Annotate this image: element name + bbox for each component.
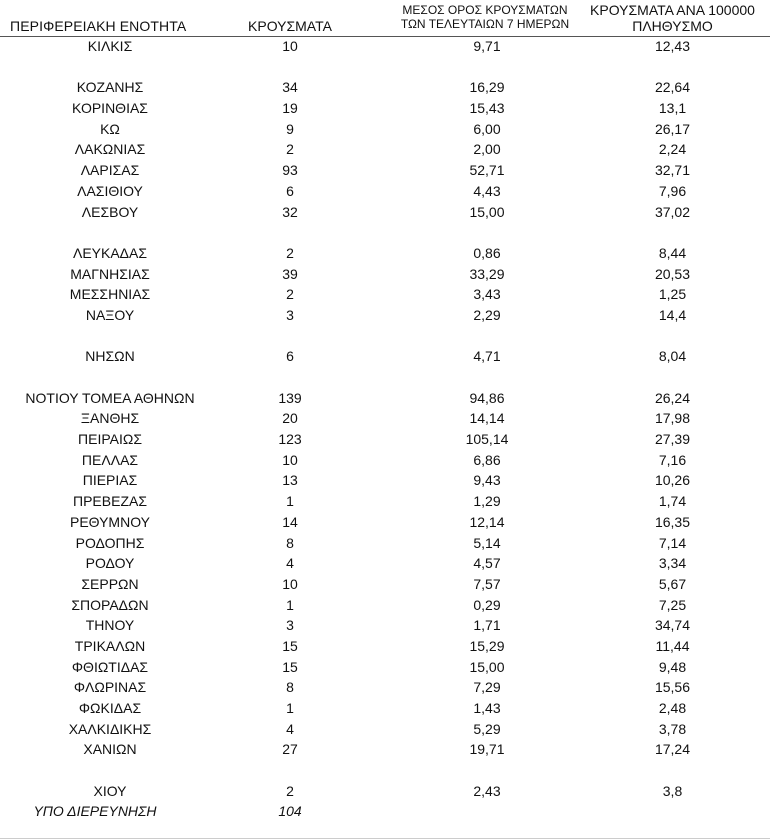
- cell-cases: 34: [282, 79, 298, 96]
- cell-cases-per-100k: 20,53: [654, 265, 691, 282]
- cell-cases-per-100k: 1,74: [658, 493, 687, 510]
- cell-cases-per-100k: 7,14: [658, 534, 687, 551]
- cell-region: ΚΩ: [100, 120, 120, 137]
- table-spacer-row: [0, 368, 770, 389]
- cell-region: ΣΠΟΡΑΔΩΝ: [71, 596, 149, 613]
- cell-weekly-average: 4,71: [473, 348, 501, 365]
- table-row: [0, 451, 770, 472]
- cell-region: ΠΙΕΡΙΑΣ: [82, 472, 138, 489]
- cell-cases-per-100k: 7,25: [658, 596, 687, 613]
- cell-cases: 2: [286, 141, 294, 158]
- cell-weekly-average: 2,43: [473, 782, 501, 799]
- cell-cases-per-100k: 13,1: [658, 100, 687, 117]
- cell-region: ΦΛΩΡΙΝΑΣ: [73, 679, 147, 696]
- table-spacer-row: [0, 327, 770, 348]
- cell-cases-per-100k: 3,8: [662, 782, 683, 799]
- cell-weekly-average: 7,29: [473, 679, 501, 696]
- header-region: ΠΕΡΙΦΕΡΕΙΑΚΗ ΕΝΟΤΗΤΑ: [10, 18, 187, 34]
- cell-cases-per-100k: 17,98: [654, 410, 691, 427]
- cell-cases: 10: [282, 575, 298, 592]
- cell-cases-per-100k: 7,96: [658, 182, 687, 199]
- cell-cases-per-100k: 14,4: [658, 306, 687, 323]
- cell-cases: 123: [278, 431, 302, 448]
- table-row: [0, 802, 770, 823]
- cell-cases-per-100k: 9,48: [658, 658, 687, 675]
- cell-region: ΠΕΙΡΑΙΩΣ: [78, 431, 142, 448]
- table-row: [0, 596, 770, 617]
- cell-region: ΧΑΝΙΩΝ: [83, 741, 137, 758]
- cell-region: ΤΗΝΟΥ: [85, 617, 135, 634]
- table-row: [0, 203, 770, 224]
- cell-cases: 4: [286, 720, 294, 737]
- header-weekly-average-line2: ΤΩΝ ΤΕΛΕΥΤΑΙΩΝ 7 ΗΜΕΡΩΝ: [400, 16, 570, 31]
- cell-cases-per-100k: 2,48: [658, 700, 687, 716]
- cell-region: ΚΟΖΑΝΗΣ: [76, 79, 144, 96]
- cell-weekly-average: 2,29: [473, 306, 501, 323]
- cell-cases: 39: [282, 265, 298, 282]
- table-row: [0, 389, 770, 410]
- cell-cases: 2: [286, 782, 294, 799]
- cell-region: ΦΩΚΙΔΑΣ: [78, 700, 142, 716]
- cell-weekly-average: 0,86: [473, 244, 501, 261]
- cell-weekly-average: 15,29: [469, 637, 505, 654]
- table-row: [0, 265, 770, 286]
- cell-weekly-average: 15,00: [469, 203, 505, 220]
- cell-cases-per-100k: 3,78: [658, 720, 687, 737]
- cell-region: ΜΑΓΝΗΣΙΑΣ: [70, 265, 150, 282]
- cell-cases-per-100k: 26,24: [654, 389, 691, 406]
- cell-weekly-average: 15,00: [469, 658, 505, 675]
- cell-region: ΛΕΣΒΟΥ: [81, 203, 139, 220]
- cell-weekly-average: 9,71: [473, 38, 501, 54]
- cell-region: ΝΗΣΩΝ: [85, 348, 135, 365]
- cell-cases: 6: [286, 182, 294, 199]
- cell-weekly-average: 0,29: [473, 596, 501, 613]
- cell-region: ΥΠΟ ΔΙΕΡΕΥΝΗΣΗ: [33, 803, 157, 820]
- cell-weekly-average: 12,14: [469, 513, 505, 530]
- cell-cases-per-100k: 10,26: [654, 472, 691, 489]
- cell-cases-per-100k: 12,43: [654, 38, 691, 54]
- header-cases-per-100k-line1: ΚΡΟΥΣΜΑΤΑ ΑΝΑ 100000: [590, 2, 755, 18]
- table-row: [0, 78, 770, 99]
- cell-weekly-average: 52,71: [469, 162, 505, 179]
- header-weekly-average-line1: ΜΕΣΟΣ ΟΡΟΣ ΚΡΟΥΣΜΑΤΩΝ: [402, 3, 568, 17]
- table-row: [0, 534, 770, 555]
- cell-cases: 3: [286, 306, 294, 323]
- cell-region: ΧΙΟΥ: [93, 782, 127, 799]
- table-row: [0, 140, 770, 161]
- header-cases-per-100k: [575, 2, 770, 34]
- cell-weekly-average: 4,57: [473, 555, 501, 572]
- cell-cases-per-100k: 16,35: [654, 513, 691, 530]
- table-spacer-row: [0, 761, 770, 782]
- cell-region: ΚΟΡΙΝΘΙΑΣ: [72, 100, 148, 117]
- cell-cases: 3: [286, 617, 294, 634]
- table-header: [0, 0, 770, 37]
- cell-cases: 4: [286, 555, 294, 572]
- cell-weekly-average: 14,14: [469, 410, 505, 427]
- table-row: [0, 616, 770, 637]
- header-cases-per-100k-line2: ΠΛΗΘΥΣΜΟ: [632, 18, 713, 35]
- cell-cases: 15: [282, 637, 298, 654]
- cell-cases-per-100k: 11,44: [655, 637, 690, 654]
- cell-cases: 6: [286, 348, 294, 365]
- cell-cases: 20: [282, 410, 298, 427]
- table-row: [0, 575, 770, 596]
- cell-weekly-average: 4,43: [473, 182, 501, 199]
- cell-region: ΜΕΣΣΗΝΙΑΣ: [69, 286, 151, 303]
- table-body: [0, 37, 770, 823]
- table-row: [0, 782, 770, 803]
- cell-weekly-average: 15,43: [469, 100, 505, 117]
- cell-weekly-average: 2,00: [473, 141, 501, 158]
- cell-cases: 1: [286, 700, 294, 716]
- cell-cases: 1: [286, 596, 294, 613]
- table-row: [0, 347, 770, 368]
- cell-region: ΛΑΣΙΘΙΟΥ: [77, 182, 143, 199]
- table-row: [0, 637, 770, 658]
- cell-cases: 10: [282, 451, 298, 468]
- table-row: [0, 409, 770, 430]
- cell-weekly-average: 3,43: [473, 286, 501, 303]
- cell-cases: 1: [286, 493, 294, 510]
- cell-cases: 15: [282, 658, 298, 675]
- table-row: [0, 699, 770, 720]
- cell-cases: 14: [282, 513, 298, 530]
- cell-cases-per-100k: 32,71: [654, 162, 691, 179]
- cell-weekly-average: 7,57: [473, 575, 501, 592]
- table-row: [0, 99, 770, 120]
- cell-region: ΚΙΛΚΙΣ: [87, 38, 133, 54]
- table-spacer-row: [0, 223, 770, 244]
- cell-cases: 9: [286, 120, 294, 137]
- table-row: [0, 182, 770, 203]
- cell-weekly-average: 6,00: [473, 120, 501, 137]
- cell-cases-per-100k: 34,74: [654, 617, 691, 634]
- table-row: [0, 492, 770, 513]
- cell-weekly-average: 5,29: [473, 720, 501, 737]
- cell-region: ΧΑΛΚΙΔΙΚΗΣ: [68, 720, 152, 737]
- cell-cases: 104: [278, 803, 302, 820]
- cell-weekly-average: 94,86: [469, 389, 505, 406]
- table-row: [0, 285, 770, 306]
- cell-cases-per-100k: 5,67: [658, 575, 687, 592]
- cell-weekly-average: 19,71: [469, 741, 505, 758]
- cell-cases: 32: [282, 203, 298, 220]
- cell-region: ΣΕΡΡΩΝ: [81, 575, 139, 592]
- table-row: [0, 306, 770, 327]
- cell-cases-per-100k: 26,17: [654, 120, 691, 137]
- cell-cases: 10: [282, 38, 298, 54]
- cell-cases-per-100k: 3,34: [658, 555, 687, 572]
- cell-cases: 139: [278, 389, 302, 406]
- cell-cases-per-100k: 8,44: [658, 244, 687, 261]
- cell-weekly-average: 5,14: [473, 534, 501, 551]
- cell-cases-per-100k: 17,24: [654, 741, 691, 758]
- cell-cases: 2: [286, 244, 294, 261]
- table-row: [0, 658, 770, 679]
- cell-cases: 19: [282, 100, 298, 117]
- table-row: [0, 513, 770, 534]
- table-row: [0, 161, 770, 182]
- cell-cases-per-100k: 27,39: [654, 431, 691, 448]
- cell-cases-per-100k: 8,04: [658, 348, 687, 365]
- cell-region: ΠΕΛΛΑΣ: [81, 451, 139, 468]
- cell-region: ΡΕΘΥΜΝΟΥ: [69, 513, 150, 530]
- cell-weekly-average: 9,43: [473, 472, 501, 489]
- table-row: [0, 471, 770, 492]
- cell-region: ΡΟΔΟΥ: [85, 555, 135, 572]
- cell-cases-per-100k: 15,56: [654, 679, 691, 696]
- cell-region: ΛΑΚΩΝΙΑΣ: [74, 141, 146, 158]
- cell-region: ΛΕΥΚΑΔΑΣ: [72, 244, 148, 261]
- cell-weekly-average: 16,29: [469, 79, 505, 96]
- header-weekly-average: [390, 4, 580, 32]
- cell-weekly-average: 1,71: [473, 617, 501, 634]
- cell-weekly-average: 105,14: [465, 431, 509, 448]
- cell-weekly-average: 33,29: [469, 265, 505, 282]
- cell-region: ΠΡΕΒΕΖΑΣ: [72, 493, 147, 510]
- cell-weekly-average: 6,86: [473, 451, 501, 468]
- cell-cases-per-100k: 1,25: [658, 286, 687, 303]
- table-spacer-row: [0, 58, 770, 79]
- table-row: [0, 554, 770, 575]
- cell-region: ΤΡΙΚΑΛΩΝ: [74, 637, 146, 654]
- table-row: [0, 430, 770, 451]
- cell-weekly-average: 1,29: [473, 493, 501, 510]
- cell-weekly-average: 1,43: [473, 700, 501, 716]
- bottom-divider: [0, 838, 770, 839]
- cell-region: ΝΟΤΙΟΥ ΤΟΜΕΑ ΑΘΗΝΩΝ: [25, 389, 195, 406]
- cell-cases: 2: [286, 286, 294, 303]
- cell-cases: 8: [286, 534, 294, 551]
- header-cases: ΚΡΟΥΣΜΑΤΑ: [248, 18, 332, 34]
- cell-region: ΛΑΡΙΣΑΣ: [80, 162, 140, 179]
- cell-cases: 93: [282, 162, 298, 179]
- cell-cases: 8: [286, 679, 294, 696]
- cell-cases: 13: [282, 472, 298, 489]
- table-row: [0, 244, 770, 265]
- cell-region: ΞΑΝΘΗΣ: [80, 410, 140, 427]
- cell-cases-per-100k: 37,02: [654, 203, 691, 220]
- table-row: [0, 720, 770, 741]
- cell-region: ΦΘΙΩΤΙΔΑΣ: [71, 658, 149, 675]
- cell-cases-per-100k: 7,16: [658, 451, 687, 468]
- cell-cases-per-100k: 22,64: [654, 79, 691, 96]
- cell-region: ΡΟΔΟΠΗΣ: [75, 534, 145, 551]
- cell-region: ΝΑΞΟΥ: [85, 306, 135, 323]
- cell-cases: 27: [282, 741, 298, 758]
- table-row: [0, 740, 770, 761]
- table-row: [0, 678, 770, 699]
- cell-cases-per-100k: 2,24: [658, 141, 687, 158]
- table-row: [0, 37, 770, 58]
- table-row: [0, 120, 770, 141]
